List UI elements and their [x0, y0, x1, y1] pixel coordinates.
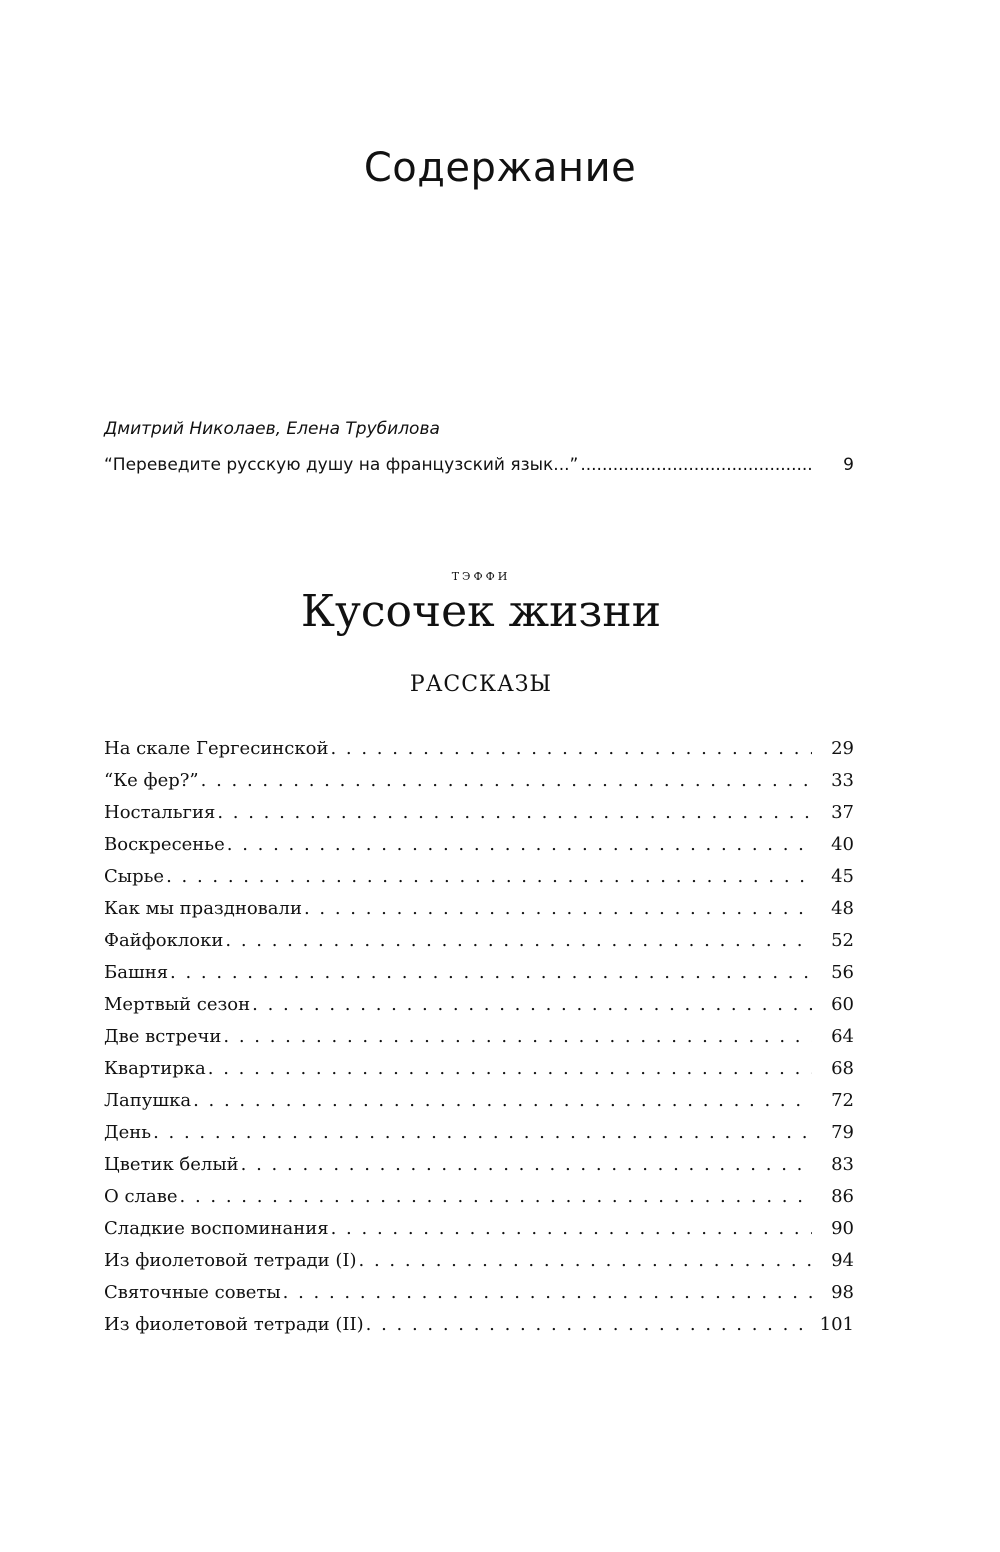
book-title: Кусочек жизни: [300, 586, 662, 637]
toc-entry-title: Башня: [104, 962, 169, 983]
toc-entry-title: “Переведите русскую душу на французский язык...”: [104, 455, 579, 475]
toc-entry[interactable]: [104, 1314, 854, 1340]
toc-entry-page: 98: [831, 1282, 854, 1303]
toc-entry[interactable]: [104, 930, 854, 956]
dot-leader: [223, 1026, 812, 1047]
dot-leader: [304, 898, 812, 919]
toc-entry-page: 83: [831, 1154, 854, 1175]
toc-entry-title: Из фиолетовой тетради (II): [104, 1314, 364, 1335]
toc-entry[interactable]: [104, 898, 854, 924]
dot-leader: [217, 802, 812, 823]
dot-leader: [227, 834, 812, 855]
dot-leader: [241, 1154, 812, 1175]
toc-entry-page: 86: [831, 1186, 854, 1207]
toc-entry-title: Святочные советы: [104, 1282, 281, 1303]
toc-entry-page: 37: [831, 802, 854, 823]
dot-leader: [201, 770, 812, 791]
toc-entry-page: 94: [831, 1250, 854, 1271]
toc-entry-page: 33: [831, 770, 854, 791]
toc-entry[interactable]: [104, 1122, 854, 1148]
intro-toc-entry[interactable]: [104, 455, 854, 481]
toc-entry-title: Воскресенье: [104, 834, 225, 855]
toc-entry-page: 9: [843, 455, 854, 475]
dot-leader: [208, 1058, 812, 1079]
toc-entry-page: 90: [831, 1218, 854, 1239]
toc-entry[interactable]: [104, 1090, 854, 1116]
toc-entry[interactable]: [104, 738, 854, 764]
dot-leader: [580, 455, 812, 475]
toc-entry-title: Сладкие воспоминания: [104, 1218, 329, 1239]
toc-entry-title: Цветик белый: [104, 1154, 239, 1175]
toc-entry-title: Ностальгия: [104, 802, 216, 823]
dot-leader: [180, 1186, 812, 1207]
toc-entry-title: Две встречи: [104, 1026, 222, 1047]
toc-entry[interactable]: [104, 802, 854, 828]
toc-entry-title: На скале Гергесинской: [104, 738, 329, 759]
toc-entry[interactable]: [104, 1026, 854, 1052]
dot-leader: [225, 930, 812, 951]
dot-leader: [283, 1282, 812, 1303]
toc-entry-page: 60: [831, 994, 854, 1015]
toc-entry[interactable]: [104, 994, 854, 1020]
toc-entry[interactable]: [104, 1058, 854, 1084]
toc-entry[interactable]: [104, 1282, 854, 1308]
toc-entry[interactable]: [104, 770, 854, 796]
dot-leader: [366, 1314, 812, 1335]
toc-entry[interactable]: [104, 1218, 854, 1244]
toc-entry[interactable]: [104, 1250, 854, 1276]
dot-leader: [153, 1122, 812, 1143]
dot-leader: [330, 738, 812, 759]
toc-entry[interactable]: [104, 962, 854, 988]
toc-entry-page: 64: [831, 1026, 854, 1047]
page-title: Содержание: [363, 145, 637, 191]
toc-entry-page: 52: [831, 930, 854, 951]
toc-entry-title: О славе: [104, 1186, 178, 1207]
toc-entry[interactable]: [104, 866, 854, 892]
toc-entry-page: 68: [831, 1058, 854, 1079]
dot-leader: [193, 1090, 812, 1111]
toc-entry-page: 72: [831, 1090, 854, 1111]
dot-leader: [166, 866, 812, 887]
toc-entry[interactable]: [104, 1154, 854, 1180]
toc-entry-title: Как мы праздновали: [104, 898, 302, 919]
dot-leader: [252, 994, 812, 1015]
intro-authors: Дмитрий Николаев, Елена Трубилова: [104, 419, 440, 439]
dot-leader: [359, 1250, 812, 1271]
toc-entry-page: 48: [831, 898, 854, 919]
dot-leader: [331, 1218, 812, 1239]
toc-entry-title: Лапушка: [104, 1090, 192, 1111]
toc-entry-title: Мертвый сезон: [104, 994, 251, 1015]
toc-entry-page: 29: [831, 738, 854, 759]
toc-entry-title: День: [104, 1122, 152, 1143]
toc-entry-title: Файфоклоки: [104, 930, 224, 951]
toc-entry-page: 45: [831, 866, 854, 887]
dot-leader: [170, 962, 812, 983]
toc-entry-page: 56: [831, 962, 854, 983]
toc-entry-page: 101: [819, 1314, 854, 1335]
toc-entry-page: 40: [831, 834, 854, 855]
toc-entry-title: Квартирка: [104, 1058, 206, 1079]
toc-entry[interactable]: [104, 1186, 854, 1212]
toc-entry[interactable]: [104, 834, 854, 860]
toc-entry-title: Сырье: [104, 866, 165, 887]
book-author: тэффи: [451, 566, 511, 584]
toc-entry-title: Из фиолетовой тетради (I): [104, 1250, 357, 1271]
section-label: РАССКАЗЫ: [409, 672, 553, 697]
toc-entry-page: 79: [831, 1122, 854, 1143]
toc-entry-title: “Ке фер?”: [104, 770, 199, 791]
